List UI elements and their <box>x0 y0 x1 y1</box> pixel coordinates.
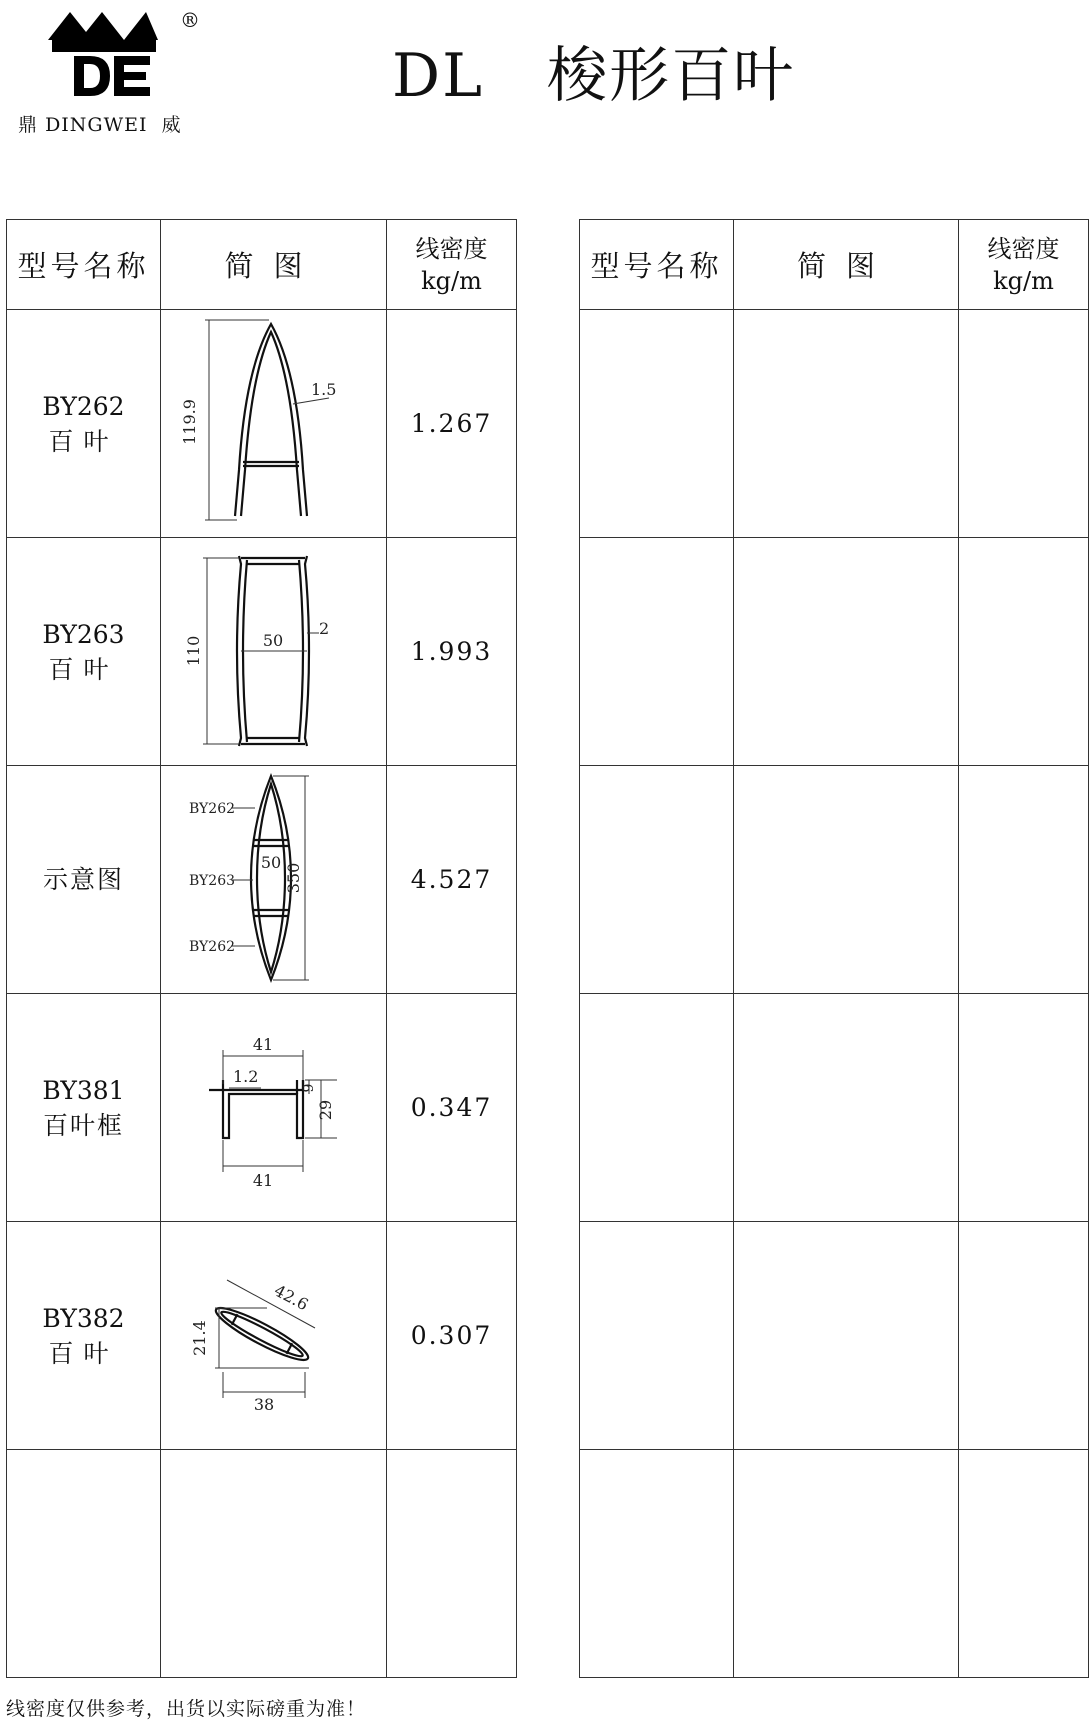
sketch-cell <box>161 994 387 1222</box>
by381-profile-drawing <box>161 994 386 1221</box>
density-value: 1.267 <box>387 310 517 538</box>
by262-profile-drawing <box>161 310 386 537</box>
empty-cell <box>734 310 959 538</box>
model-desc: 百叶 <box>48 654 119 684</box>
empty-cell <box>580 1450 734 1678</box>
table-row-empty <box>580 1450 1089 1678</box>
by263-height-label: 110 <box>184 635 203 667</box>
registered-mark: ® <box>180 8 200 32</box>
table-row <box>7 766 517 994</box>
title-code: DL <box>392 41 484 111</box>
assembly-height-label: 350 <box>284 862 303 894</box>
table-row-empty <box>580 994 1089 1222</box>
page-title <box>392 28 795 114</box>
header-density-label: 线密度 <box>415 234 488 263</box>
header-density <box>959 220 1089 310</box>
table-row-empty <box>580 1222 1089 1450</box>
model-cell <box>7 310 161 538</box>
by262-inner-wall <box>241 332 301 516</box>
empty-cell <box>580 766 734 994</box>
model-desc: 百叶 <box>48 1338 119 1368</box>
logo-letter-d <box>74 56 110 96</box>
by381-lip-label: 9 <box>301 1083 317 1093</box>
table-row-empty <box>580 310 1089 538</box>
density-value: 0.347 <box>387 994 517 1222</box>
model-cell <box>7 1222 161 1450</box>
sketch-cell <box>161 310 387 538</box>
density-value: 0.307 <box>387 1222 517 1450</box>
table-row <box>7 994 517 1222</box>
by382-width-label: 38 <box>253 1395 275 1414</box>
by262-outer-wall <box>235 324 307 516</box>
by263-left-wall <box>237 556 241 746</box>
dingwei-logo-icon <box>48 6 158 96</box>
brand-char-left: 鼎 <box>18 114 39 136</box>
table-row-empty <box>580 538 1089 766</box>
assembly-label-top: BY262 <box>189 801 236 817</box>
by381-bottom-label: 41 <box>252 1171 274 1190</box>
by262-wall-label: 1.5 <box>311 380 337 399</box>
empty-cell <box>959 538 1089 766</box>
by263-profile-drawing <box>161 538 386 765</box>
empty-cell <box>959 1222 1089 1450</box>
empty-cell <box>580 538 734 766</box>
empty-cell <box>959 994 1089 1222</box>
assembly-schematic-drawing <box>161 766 386 993</box>
header-density <box>387 220 517 310</box>
empty-cell <box>959 310 1089 538</box>
by382-height-label: 21.4 <box>190 1320 209 1356</box>
empty-cell <box>580 310 734 538</box>
sketch-cell <box>161 1222 387 1450</box>
model-cell <box>7 766 161 994</box>
brand-logo <box>18 6 208 136</box>
brand-text <box>18 110 182 137</box>
table-row <box>7 1222 517 1450</box>
empty-cell <box>580 1222 734 1450</box>
model-cell <box>7 994 161 1222</box>
empty-cell <box>734 1450 959 1678</box>
by381-top-label: 41 <box>252 1035 274 1054</box>
empty-cell <box>734 994 959 1222</box>
empty-cell <box>959 1450 1089 1678</box>
sketch-cell <box>161 538 387 766</box>
header-model-name: 型号名称 <box>580 220 734 310</box>
title-name: 梭形百叶 <box>547 41 796 111</box>
logo-letter-e <box>114 56 150 96</box>
header-density-label: 线密度 <box>987 234 1060 263</box>
density-value: 1.993 <box>387 538 517 766</box>
empty-cell <box>7 1450 161 1678</box>
logo-crown-shape <box>48 12 158 40</box>
empty-cell <box>959 766 1089 994</box>
header-sketch: 简图 <box>734 220 959 310</box>
model-code: BY381 <box>42 1075 125 1105</box>
table-row-empty <box>580 766 1089 994</box>
model-cell <box>7 538 161 766</box>
by382-length-label: 42.6 <box>271 1280 312 1315</box>
empty-cell <box>580 994 734 1222</box>
sketch-cell <box>161 766 387 994</box>
assembly-label-mid: BY263 <box>189 873 236 889</box>
empty-cell <box>734 766 959 994</box>
empty-cell <box>387 1450 517 1678</box>
empty-cell <box>734 538 959 766</box>
by381-height-label: 29 <box>316 1099 335 1121</box>
model-code: BY263 <box>42 619 125 649</box>
empty-cell <box>161 1450 387 1678</box>
density-value: 4.527 <box>387 766 517 994</box>
brand-name: DINGWEI <box>45 114 148 136</box>
header-model-name: 型号名称 <box>7 220 161 310</box>
by382-profile-drawing <box>161 1222 386 1449</box>
table-row <box>7 310 517 538</box>
assembly-label-bottom: BY262 <box>189 939 236 955</box>
model-desc: 百叶框 <box>42 1110 124 1140</box>
by262-height-label: 119.9 <box>180 399 199 445</box>
by263-width-label: 50 <box>262 631 284 650</box>
footer-note: 线密度仅供参考，出货以实际磅重为准！ <box>6 1698 367 1720</box>
model-code: BY262 <box>42 391 125 421</box>
header-density-unit: kg/m <box>993 266 1054 295</box>
spec-table-right <box>579 219 1089 1678</box>
by381-frame-outline <box>223 1080 303 1138</box>
model-desc: 示意图 <box>42 865 124 894</box>
by263-wall-label: 2 <box>319 619 330 638</box>
model-code: BY382 <box>42 1303 125 1333</box>
table-header-row <box>580 220 1089 310</box>
by381-wall-label: 1.2 <box>233 1067 259 1086</box>
brand-char-right: 威 <box>161 114 182 136</box>
table-row-empty <box>7 1450 517 1678</box>
table-header-row <box>7 220 517 310</box>
header-sketch: 简图 <box>161 220 387 310</box>
assembly-width-label: 50 <box>260 853 282 872</box>
logo-bar-shape <box>52 40 156 52</box>
empty-cell <box>734 1222 959 1450</box>
spec-table-left <box>6 219 517 1678</box>
model-desc: 百叶 <box>48 426 119 456</box>
header-density-unit: kg/m <box>421 266 482 295</box>
table-row <box>7 538 517 766</box>
